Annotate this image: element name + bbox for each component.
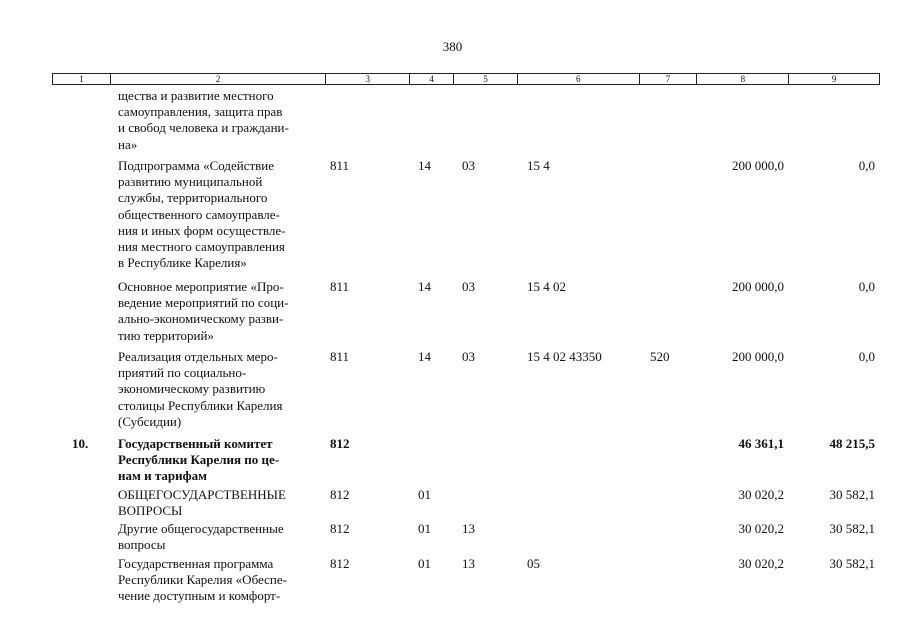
row-name-line: развитию муниципальной <box>118 174 263 190</box>
row-name-line: Другие общегосударственные <box>118 521 284 536</box>
col-amount-1: 46 361,1 <box>738 436 784 451</box>
row-name-line: столицы Республики Карелия <box>118 397 283 413</box>
header-col-7: 7 <box>640 74 698 84</box>
row-name-line: ведение мероприятий по соци- <box>118 295 289 311</box>
row-name <box>118 349 323 430</box>
table-header <box>52 73 880 85</box>
row-name-line: на» <box>118 136 138 152</box>
row-name-line: чение доступным и комфорт- <box>118 588 281 604</box>
header-col-2: 2 <box>111 74 326 84</box>
header-col-5: 5 <box>454 74 518 84</box>
col-amount-2: 30 582,1 <box>829 556 875 571</box>
row-name <box>118 88 323 153</box>
row-name <box>118 556 323 605</box>
row-name-line: ально-экономическому разви- <box>118 311 284 327</box>
col-target-article: 15 4 <box>527 158 550 173</box>
header-col-8: 8 <box>697 74 789 84</box>
row-name <box>118 279 323 344</box>
col-subsection: 03 <box>462 279 475 294</box>
row-name-line: щества и развитие местного <box>118 88 274 103</box>
row-name-line: экономическому развитию <box>118 381 266 397</box>
col-amount-1: 200 000,0 <box>732 349 784 364</box>
header-col-9: 9 <box>831 74 837 84</box>
col-section: 01 <box>418 556 431 571</box>
col-amount-1: 30 020,2 <box>738 556 784 571</box>
col-amount-2: 48 215,5 <box>829 436 875 451</box>
col-ministry: 811 <box>330 158 350 173</box>
header-col-4: 4 <box>410 74 454 84</box>
col-subsection: 13 <box>462 521 475 536</box>
col-amount-2: 0,0 <box>858 349 875 364</box>
row-name-line: ВОПРОСЫ <box>118 503 183 519</box>
row-name-line: Республики Карелия по це- <box>118 452 280 468</box>
row-name <box>118 521 323 553</box>
row-name-line: Подпрограмма «Содействие <box>118 158 275 173</box>
row-name-line: Государственная программа <box>118 556 274 571</box>
row-name <box>118 158 323 271</box>
col-target-article: 15 4 02 <box>527 279 566 294</box>
col-ministry: 812 <box>330 487 350 502</box>
row-name-line: Основное мероприятие «Про- <box>118 279 284 294</box>
col-section: 14 <box>418 279 431 294</box>
col-subsection: 03 <box>462 158 475 173</box>
col-amount-1: 200 000,0 <box>732 158 784 173</box>
col-target-article: 15 4 02 43350 <box>527 349 602 364</box>
col-ministry: 812 <box>330 436 350 451</box>
row-name-line: и свобод человека и граждани- <box>118 120 289 136</box>
row-name-line: тию территорий» <box>118 327 214 343</box>
col-amount-2: 0,0 <box>858 279 875 294</box>
header-col-6: 6 <box>518 74 640 84</box>
row-name-line: приятий по социально- <box>118 365 247 381</box>
header-col-3: 3 <box>326 74 410 84</box>
row-name <box>118 436 323 485</box>
col-subsection: 03 <box>462 349 475 364</box>
row-name-line: общественного самоуправле- <box>118 206 280 222</box>
col-section: 01 <box>418 521 431 536</box>
row-name-line: нам и тарифам <box>118 468 207 484</box>
row-name-line: службы, территориального <box>118 190 268 206</box>
col-subsection: 13 <box>462 556 475 571</box>
col-ministry: 811 <box>330 279 350 294</box>
row-name-line: Реализация отдельных меро- <box>118 349 278 364</box>
row-name-line: самоуправления, защита прав <box>118 104 283 120</box>
col-ministry: 812 <box>330 556 350 571</box>
col-amount-1: 200 000,0 <box>732 279 784 294</box>
page-number: 380 <box>442 39 463 54</box>
row-name-line: Государственный комитет <box>118 436 273 451</box>
row-name-line: ОБЩЕГОСУДАРСТВЕННЫЕ <box>118 487 286 502</box>
col-amount-2: 30 582,1 <box>829 521 875 536</box>
col-expense-type: 520 <box>650 349 670 364</box>
col-section: 01 <box>418 487 431 502</box>
row-name-line: ния и иных форм осуществле- <box>118 222 286 238</box>
col-section: 14 <box>418 349 431 364</box>
col-amount-2: 30 582,1 <box>829 487 875 502</box>
row-number: 10. <box>72 436 89 451</box>
col-ministry: 812 <box>330 521 350 536</box>
col-ministry: 811 <box>330 349 350 364</box>
row-name-line: Республики Карелия «Обеспе- <box>118 572 287 588</box>
col-amount-1: 30 020,2 <box>738 487 784 502</box>
row-name-line: ния местного самоуправления <box>118 239 285 255</box>
row-name <box>118 487 323 519</box>
col-target-article: 05 <box>527 556 540 571</box>
row-name-line: в Республике Карелия» <box>118 255 247 271</box>
col-section: 14 <box>418 158 431 173</box>
col-amount-2: 0,0 <box>858 158 875 173</box>
row-name-line: вопросы <box>118 537 166 553</box>
col-amount-1: 30 020,2 <box>738 521 784 536</box>
header-col-1: 1 <box>53 74 111 84</box>
row-name-line: (Субсидии) <box>118 413 182 429</box>
